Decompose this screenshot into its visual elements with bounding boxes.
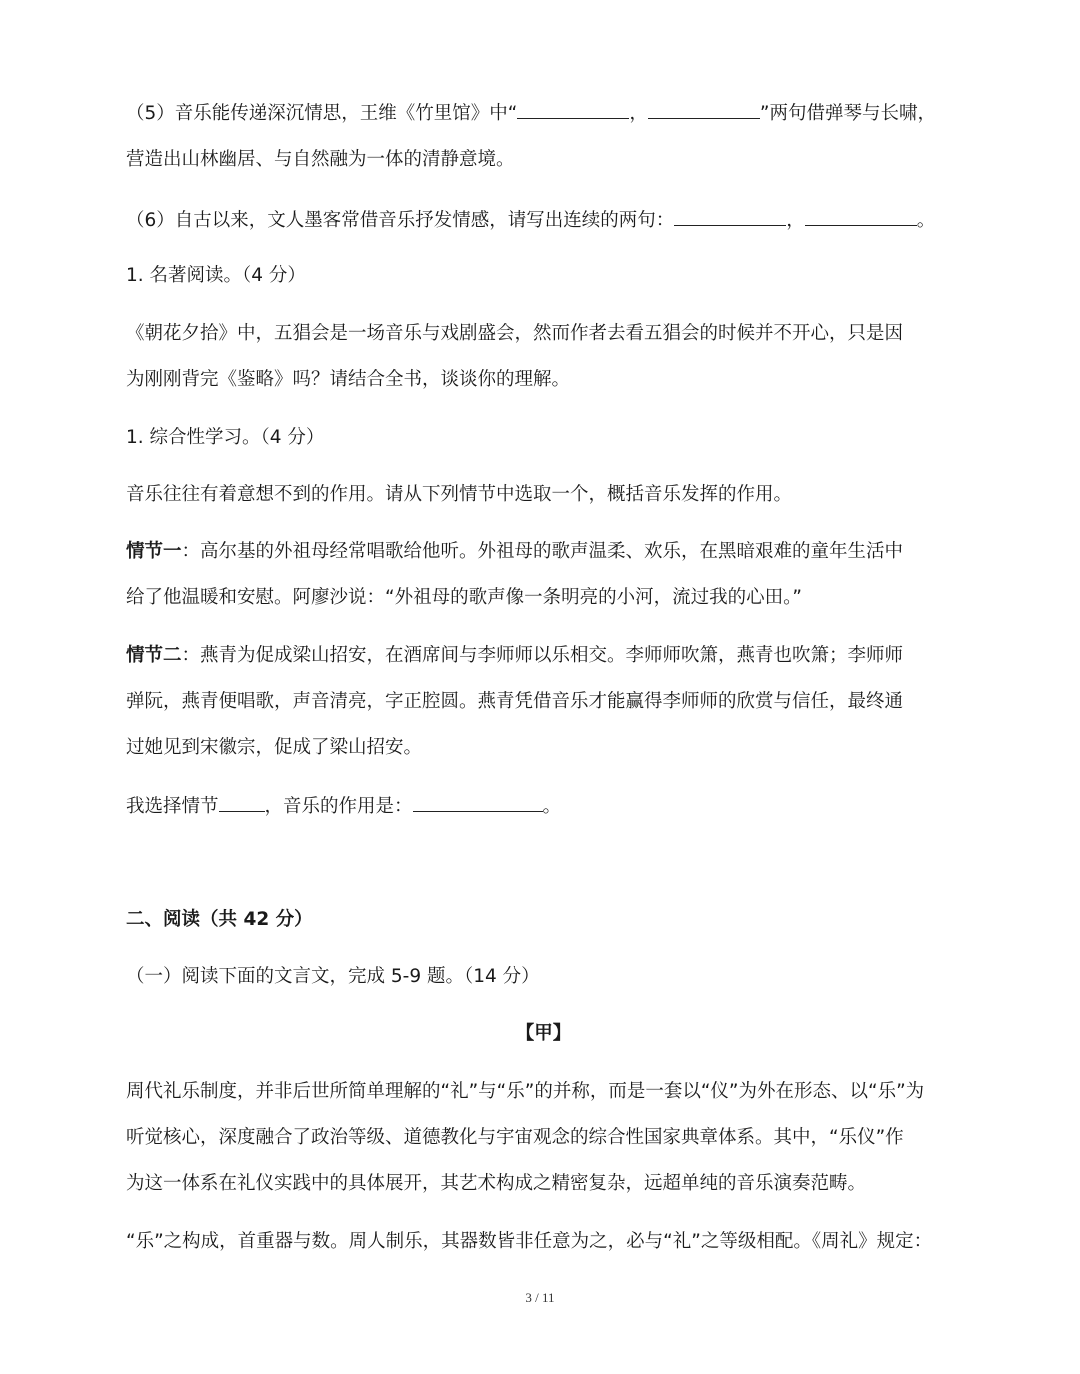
page-number: 3 / 11: [525, 1290, 555, 1305]
passage-p1-line3: 为这一体系在礼仪实践中的具体展开，其艺术构成之精密复杂，远超单纯的音乐演奏范畴。: [126, 1173, 867, 1194]
plot1-line1: 情节一：高尔基的外祖母经常唱歌给他听。外祖母的歌声温柔、欢乐，在黑暗艰难的童年生活中: [126, 541, 904, 562]
zonghe-answer-line: 我选择情节 ，音乐的作用是： 。: [126, 793, 966, 820]
passage-p1-line1: 周代礼乐制度，并非后世所简单理解的“礼”与“乐”的并称，而是一套以“仪”为外在形态、以“乐”为: [126, 1081, 925, 1102]
plot-choice-blank[interactable]: [219, 793, 265, 812]
plot2-label: 情节二: [126, 645, 182, 666]
reading-section-title: 二、阅读（共 42 分）: [126, 909, 313, 930]
plot1-label: 情节一: [126, 541, 182, 562]
part-jia-title: 【甲】: [515, 1023, 572, 1044]
passage-p1-line2: 听觉核心，深度融合了政治等级、道德教化与宇宙观念的综合性国家典章体系。其中，“乐仪”作: [126, 1127, 904, 1148]
zonghe-intro: 音乐往往有着意想不到的作用。请从下列情节中选取一个，概括音乐发挥的作用。: [126, 484, 793, 505]
q5-blank-2[interactable]: [648, 100, 760, 119]
mingzhu-line1: 《朝花夕拾》中，五猖会是一场音乐与戏剧盛会，然而作者去看五猖会的时候并不开心，只是因: [126, 323, 904, 344]
reading-sub-title: （一）阅读下面的文言文，完成 5-9 题。（14 分）: [126, 966, 540, 987]
mingzhu-heading: 1. 名著阅读。（4 分）: [126, 265, 306, 286]
q6-line: （6）自古以来，文人墨客常借音乐抒发情感，请写出连续的两句： ， 。: [126, 207, 966, 234]
music-effect-blank[interactable]: [413, 793, 543, 812]
q5-text: （5）音乐能传递深沉情思，王维《竹里馆》中“: [126, 103, 518, 124]
plot1-line2: 给了他温暖和安慰。阿廖沙说：“外祖母的歌声像一条明亮的小河，流过我的心田。”: [126, 587, 802, 608]
q5-line2: 营造出山林幽居、与自然融为一体的清静意境。: [126, 149, 515, 170]
q6-blank-1[interactable]: [674, 207, 786, 226]
document-page: [126, 0, 961, 1374]
q6-blank-2[interactable]: [805, 207, 917, 226]
mingzhu-line2: 为刚刚背完《鉴略》吗？请结合全书，谈谈你的理解。: [126, 369, 571, 390]
q5-line1: （5）音乐能传递深沉情思，王维《竹里馆》中“ ， ”两句借弹琴与长啸，: [126, 100, 966, 127]
q5-blank-1[interactable]: [517, 100, 629, 119]
zonghe-heading: 1. 综合性学习。（4 分）: [126, 427, 325, 448]
plot2-line1: 情节二：燕青为促成梁山招安，在酒席间与李师师以乐相交。李师师吹箫，燕青也吹箫；李师师: [126, 645, 904, 666]
passage-p2-line1: “乐”之构成，首重器与数。周人制乐，其器数皆非任意为之，必与“礼”之等级相配。《周礼》规定：: [126, 1231, 933, 1252]
plot2-line2: 弹阮，燕青便唱歌，声音清亮，字正腔圆。燕青凭借音乐才能赢得李师师的欣赏与信任，最终通: [126, 691, 904, 712]
plot2-line3: 过她见到宋徽宗，促成了梁山招安。: [126, 737, 423, 758]
q6-text: （6）自古以来，文人墨客常借音乐抒发情感，请写出连续的两句：: [126, 210, 675, 231]
